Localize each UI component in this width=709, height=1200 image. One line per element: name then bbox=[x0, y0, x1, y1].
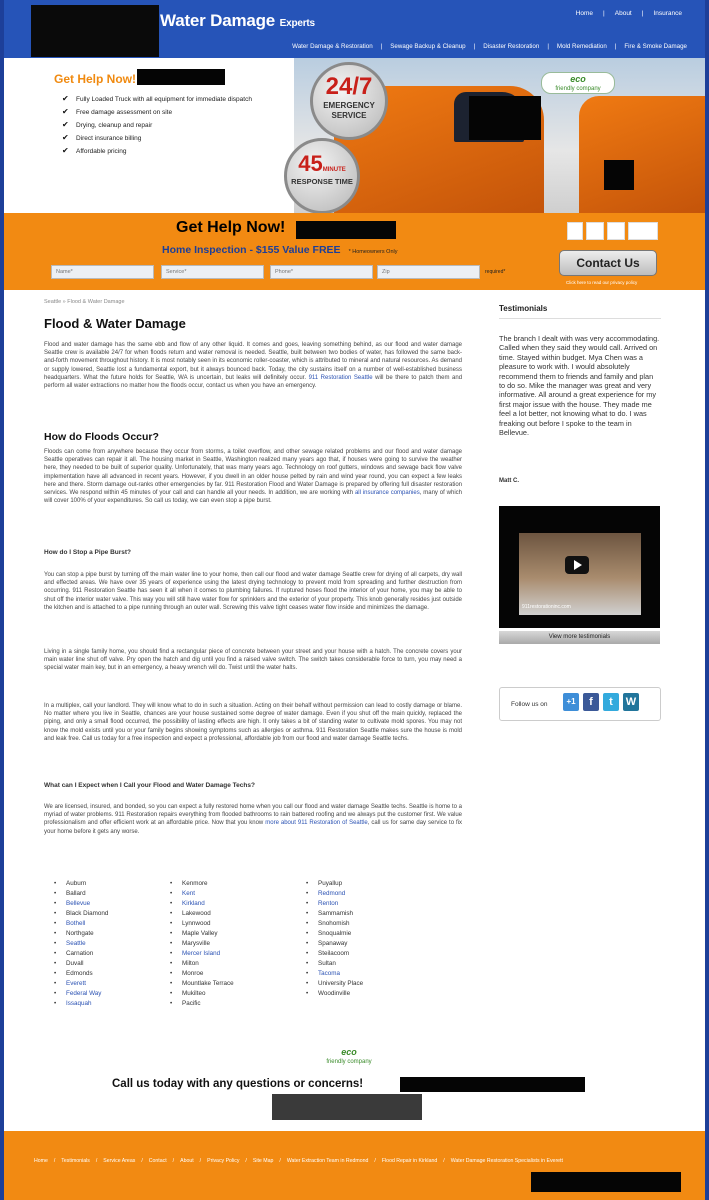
offer-note: * Homeowners Only bbox=[348, 249, 398, 255]
call-today-text: Call us today with any questions or concerns! bbox=[112, 1078, 364, 1090]
zip-input[interactable] bbox=[377, 265, 480, 279]
divider bbox=[499, 318, 661, 319]
redacted-block bbox=[604, 160, 634, 190]
city-link[interactable]: • Black Diamond bbox=[54, 909, 108, 919]
intro-paragraph bbox=[44, 341, 462, 390]
google-plus-icon[interactable]: +1 bbox=[563, 693, 579, 711]
city-link[interactable]: • Marysville bbox=[170, 939, 234, 949]
city-link[interactable]: • Mercer Island bbox=[170, 949, 234, 959]
nav-mold[interactable]: Mold Remediation bbox=[556, 43, 607, 50]
truck-image-2 bbox=[579, 96, 705, 213]
text: will be there to patch them and perform all water extractions no matter how the floods occur, contact us when you have an emergency. bbox=[44, 374, 463, 390]
city-link[interactable]: • Monroe bbox=[170, 969, 234, 979]
city-link[interactable]: • Sammamish bbox=[306, 909, 363, 919]
page-title: Flood & Water Damage bbox=[44, 316, 186, 331]
offer-text: Home Inspection - $155 Value FREE bbox=[162, 244, 341, 256]
text: , many of which will cover 100% of your expenditures. So call us today, we can even stop a pipe burst. bbox=[44, 490, 463, 505]
badge-247-line1: EMERGENCY bbox=[323, 101, 375, 110]
topnav-insurance[interactable]: Insurance bbox=[653, 10, 682, 17]
privacy-link[interactable]: Click here to read our privacy policy bbox=[566, 280, 638, 285]
follow-us-label: Follow us on bbox=[511, 701, 548, 708]
redacted-logo bbox=[469, 96, 541, 140]
floods-paragraph bbox=[44, 448, 462, 505]
city-link[interactable]: • Kent bbox=[170, 889, 234, 899]
restoration-link[interactable]: 911 Restoration Seattle bbox=[308, 374, 373, 381]
city-link[interactable]: • Woodinville bbox=[306, 989, 363, 999]
band-subtitle bbox=[162, 244, 397, 256]
redacted-phone bbox=[296, 221, 396, 239]
testimonial-text: The branch I dealt with was very accommodating. Called when they said they would call. Arrived on time. Stayed within budget. Mya Chen was a pleasure to work with. I would absolutely recommend them to friends and family and plan to do so. Mike the manager was great and very informative. All around a great experience for my first major issue with the house. They made me feel a lot better, not knowing what to do. I was freaking out before I spoke to the team in Bellevue. bbox=[499, 334, 660, 438]
footer-eco-logo bbox=[309, 1048, 389, 1070]
footer-link[interactable]: Water Extraction Team in Redmond bbox=[286, 1158, 369, 1164]
nav-disaster[interactable]: Disaster Restoration bbox=[483, 43, 540, 50]
city-link[interactable]: • Carnation bbox=[54, 949, 108, 959]
play-icon[interactable] bbox=[565, 556, 589, 574]
city-link[interactable]: • Snohomish bbox=[306, 919, 363, 929]
city-link[interactable]: • Renton bbox=[306, 899, 363, 909]
nav-sewage[interactable]: Sewage Backup & Cleanup bbox=[390, 43, 466, 50]
city-link[interactable]: • Auburn bbox=[54, 879, 108, 889]
badge-247-service bbox=[310, 62, 388, 140]
valve-paragraph: Living in a single family home, you should find a rectangular piece of concrete between your street and your house with a hatch. The concrete covers your main water line shut off valve. Pry open the hatch and dig until you find a raised valve switch. The switch takes considerable force to turn, you may need a special water main key, but in an emergency, a heavy wrench will do. Twist until the water halts. bbox=[44, 649, 462, 672]
badge-247-number: 24/7 bbox=[325, 73, 373, 100]
text: , call us for same day service to fix your home before it gets any worse. bbox=[44, 820, 463, 835]
footer-link[interactable]: Contact bbox=[148, 1158, 167, 1164]
redacted-block bbox=[531, 1172, 681, 1192]
phone-input[interactable] bbox=[270, 265, 373, 279]
testimonials-heading: Testimonials bbox=[499, 304, 548, 313]
city-link[interactable]: • Bellevue bbox=[54, 899, 108, 909]
text: We are licensed, insured, and bonded, so you can expect a fully restored home when you call our flood and water damage Seattle techs. Seattle is home to a myriad of water problems. 911 Restoration repairs everything from flooded bathrooms to rain battered roofing and we always put the customer first. We value professionalism and offer efficient work at an affordable price. Now that you know bbox=[44, 804, 462, 827]
benefit-item: ✔ Direct insurance billing bbox=[62, 135, 262, 143]
city-link[interactable]: • Issaquah bbox=[54, 999, 108, 1009]
city-list-3 bbox=[306, 879, 363, 999]
city-link[interactable]: • Federal Way bbox=[54, 989, 108, 999]
view-more-testimonials-button[interactable]: View more testimonials bbox=[499, 631, 660, 644]
separator: | bbox=[603, 10, 605, 17]
multiplex-paragraph: In a multiplex, call your landlord. They will know what to do in such a situation. Acting on their behalf without permission can lead to costly damage or blame. No matter where you live in Seattle, chances are your house sustained some degree of water damage. Even if you shut off the main quickly, replaced the piping, and only a small flood occurred, the possibility of lasting effects are high. It only takes a bit of standing water to cultivate mold spores. You may not know the mold exists until you or your family begins showing symptoms such as allergies or asthma. 911 Restoration Seattle makes sure the house is mold and leak free. Call us today for a free inspection and expect a professional, affordable job from our flood and water damage Seattle techs. bbox=[44, 703, 462, 742]
eco-friendly-logo bbox=[541, 72, 615, 94]
video-thumbnail[interactable] bbox=[519, 533, 641, 615]
footer-nav bbox=[34, 1158, 569, 1164]
nav-water-damage[interactable]: Water Damage & Restoration bbox=[292, 43, 373, 50]
video-caption: 911restorationinc.com bbox=[522, 604, 571, 610]
separator: | bbox=[380, 43, 383, 50]
separator: | bbox=[547, 43, 549, 50]
logo-redacted[interactable] bbox=[31, 5, 159, 57]
city-link[interactable]: • Northgate bbox=[54, 929, 108, 939]
benefit-item: ✔ Free damage assessment on site bbox=[62, 109, 262, 117]
brand-name: Water Damage bbox=[160, 11, 276, 30]
footer-link[interactable]: Home bbox=[34, 1158, 48, 1164]
separator: | bbox=[641, 10, 644, 17]
footer-link[interactable]: Privacy Policy bbox=[207, 1158, 240, 1164]
badge-45-label: RESPONSE TIME bbox=[291, 177, 353, 186]
site-header bbox=[4, 0, 705, 58]
city-link[interactable]: • Tacoma bbox=[306, 969, 363, 979]
city-link[interactable]: • Lynnwood bbox=[170, 919, 234, 929]
separator: | bbox=[614, 43, 617, 50]
brand-suffix: Experts bbox=[279, 18, 315, 29]
separator: | bbox=[473, 43, 476, 50]
topnav-about[interactable]: About bbox=[614, 10, 632, 17]
city-link[interactable]: • Redmond bbox=[306, 889, 363, 899]
city-link[interactable]: • Mukilteo bbox=[170, 989, 234, 999]
city-link[interactable]: • Kenmore bbox=[170, 879, 234, 889]
trust-badge bbox=[567, 222, 583, 240]
badge-45-unit: MINUTE bbox=[322, 167, 346, 173]
eco-tagline: friendly company bbox=[326, 1059, 372, 1065]
city-link[interactable]: • Maple Valley bbox=[170, 929, 234, 939]
city-link[interactable]: • Edmonds bbox=[54, 969, 108, 979]
main-nav bbox=[288, 43, 691, 50]
trust-badge bbox=[607, 222, 625, 240]
city-link[interactable]: • Steilacoom bbox=[306, 949, 363, 959]
footer-link[interactable]: Testimonials bbox=[61, 1158, 90, 1164]
footer-link[interactable]: Service Areas bbox=[103, 1158, 136, 1164]
hero-get-help: Get Help Now! bbox=[54, 72, 137, 86]
city-link[interactable]: • Pacific bbox=[170, 999, 234, 1009]
contact-us-button[interactable]: Contact Us bbox=[559, 250, 657, 276]
badge-45-number: 45 bbox=[298, 151, 323, 176]
badge-247-line2: SERVICE bbox=[331, 111, 367, 120]
city-link[interactable]: • Snoqualmie bbox=[306, 929, 363, 939]
city-link[interactable]: • Seattle bbox=[54, 939, 108, 949]
benefits-list bbox=[62, 96, 262, 161]
subheading: What can I Expect when I Call your Flood and Water Damage Techs? bbox=[44, 782, 255, 789]
city-link[interactable]: • Milton bbox=[170, 959, 234, 969]
name-input[interactable] bbox=[51, 265, 154, 279]
benefit-item: ✔ Drying, cleanup and repair bbox=[62, 122, 262, 130]
benefit-item: ✔ Fully Loaded Truck with all equipment for immediate dispatch bbox=[62, 96, 262, 104]
separator: / bbox=[141, 1158, 143, 1164]
service-input[interactable] bbox=[161, 265, 264, 279]
city-link[interactable]: • Bothell bbox=[54, 919, 108, 929]
separator: / bbox=[279, 1158, 281, 1164]
text: Flood and water damage has the same ebb and flow of any other liquid. It comes and goes, leaving something behind, as our flood and water damage Seattle crew is available 24/7 for when floods return and water removal is needed. Seattle, built between two bodies of water, has followed the same back-and-forth movement throughout history. It is most notably seen in its economic roller-coaster, which is attributed to mineral and natural resources. As demand or supply lowered, Seattle lost a fundamental export, but it always bounced back. Today, the city sustains itself on a number of well-established business headquarters. What the future holds for Seattle, WA is uncertain, but leaks will definitely occur. bbox=[44, 342, 462, 381]
wordpress-icon[interactable]: W bbox=[623, 693, 639, 711]
section-heading: How do Floods Occur? bbox=[44, 431, 159, 443]
separator: / bbox=[245, 1158, 247, 1164]
about-link[interactable]: more about 911 Restoration of Seattle bbox=[265, 820, 368, 827]
city-link[interactable]: • Spanaway bbox=[306, 939, 363, 949]
breadcrumb[interactable]: Seattle » Flood & Water Damage bbox=[44, 299, 125, 305]
footer-link[interactable]: Water Damage Restoration Specialists in Everett bbox=[450, 1158, 563, 1164]
redacted-address bbox=[272, 1094, 422, 1120]
separator: / bbox=[172, 1158, 175, 1164]
redacted-phone bbox=[137, 69, 225, 85]
trust-badge bbox=[628, 222, 658, 240]
topnav-home[interactable]: Home bbox=[575, 10, 594, 17]
subheading: How do I Stop a Pipe Burst? bbox=[44, 549, 132, 556]
site-brand[interactable] bbox=[160, 11, 315, 31]
benefit-item: ✔ Affordable pricing bbox=[62, 148, 262, 156]
separator: / bbox=[443, 1158, 445, 1164]
eco-tagline: friendly company bbox=[555, 86, 601, 92]
testimonial-author: Matt C. bbox=[499, 478, 519, 484]
city-link[interactable]: • Kirkland bbox=[170, 899, 234, 909]
city-link[interactable]: • Lakewood bbox=[170, 909, 234, 919]
facebook-icon[interactable]: f bbox=[583, 693, 599, 711]
footer-link[interactable]: About bbox=[180, 1158, 194, 1164]
required-note: required* bbox=[485, 269, 506, 275]
city-link[interactable]: • Everett bbox=[54, 979, 108, 989]
pipe-paragraph: You can stop a pipe burst by turning off the main water line to your home, then call our flood and water damage Seattle crew for drying of all carpets, dry wall and effected areas. We have over 35 years of experience using the latest drying technology to prevent mold from spreading and further destruction from occurring. 911 Restoration Seattle has seen it all when it comes to plumbing failures. If ruptured hoses flood the interior of your home, you may be able to shut off the interior water valve. This way you will still have water flow for sprinklers and the exterior of your property. This knob generally resides just outside the kitchen and is attached to a pipe running through an outer wall. Screwing this valve tight ceases water flow inside and minimizes the damage. bbox=[44, 572, 462, 611]
city-link[interactable]: • Mountlake Terrace bbox=[170, 979, 234, 989]
footer-link[interactable]: Flood Repair in Kirkland bbox=[381, 1158, 438, 1164]
nav-fire[interactable]: Fire & Smoke Damage bbox=[624, 43, 687, 50]
city-link[interactable]: • Puyallup bbox=[306, 879, 363, 889]
band-title: Get Help Now! bbox=[176, 219, 286, 236]
footer-link[interactable]: Site Map bbox=[252, 1158, 274, 1164]
city-link[interactable]: • University Place bbox=[306, 979, 363, 989]
separator: / bbox=[374, 1158, 376, 1164]
city-link[interactable]: • Duvall bbox=[54, 959, 108, 969]
city-link[interactable]: • Sultan bbox=[306, 959, 363, 969]
insurance-link[interactable]: all insurance companies bbox=[354, 490, 420, 497]
separator: / bbox=[199, 1158, 202, 1164]
badge-45-minute bbox=[284, 138, 360, 214]
twitter-icon[interactable]: t bbox=[603, 693, 619, 711]
top-nav bbox=[571, 10, 687, 17]
city-list-2 bbox=[170, 879, 234, 1009]
redacted-phones bbox=[400, 1077, 585, 1092]
expect-paragraph bbox=[44, 803, 462, 836]
eco-brand: eco bbox=[570, 74, 586, 84]
city-link[interactable]: • Ballard bbox=[54, 889, 108, 899]
eco-brand: eco bbox=[341, 1047, 357, 1057]
separator: / bbox=[53, 1158, 56, 1164]
separator: / bbox=[95, 1158, 98, 1164]
trust-badge bbox=[586, 222, 604, 240]
text: Floods can come from anywhere because they occur from storms, a toilet overflow, and other sewage related problems and our flood and water damage Seattle operatives can repair it all. The housing market in Seattle, Washington realized many years ago that, if houses were going to survive the weather here, they needed to be built of superior quality. Unfortunately, that was many years ago. Technology on roof gutters, windows and sewage back flow valve implementation have all advanced in recent years. However, if you dwell in an older house pelted by rain and wind year round, you can expect a few leaks here and there. Storm damage out-ranks other emergencies by far. 911 Restoration Flood and Water Damage is prepared by offering full disaster restoration services. We respond within 45 minutes of your call and can handle all your needs. In addition, we are working with bbox=[44, 449, 462, 497]
city-list-1 bbox=[54, 879, 108, 1009]
